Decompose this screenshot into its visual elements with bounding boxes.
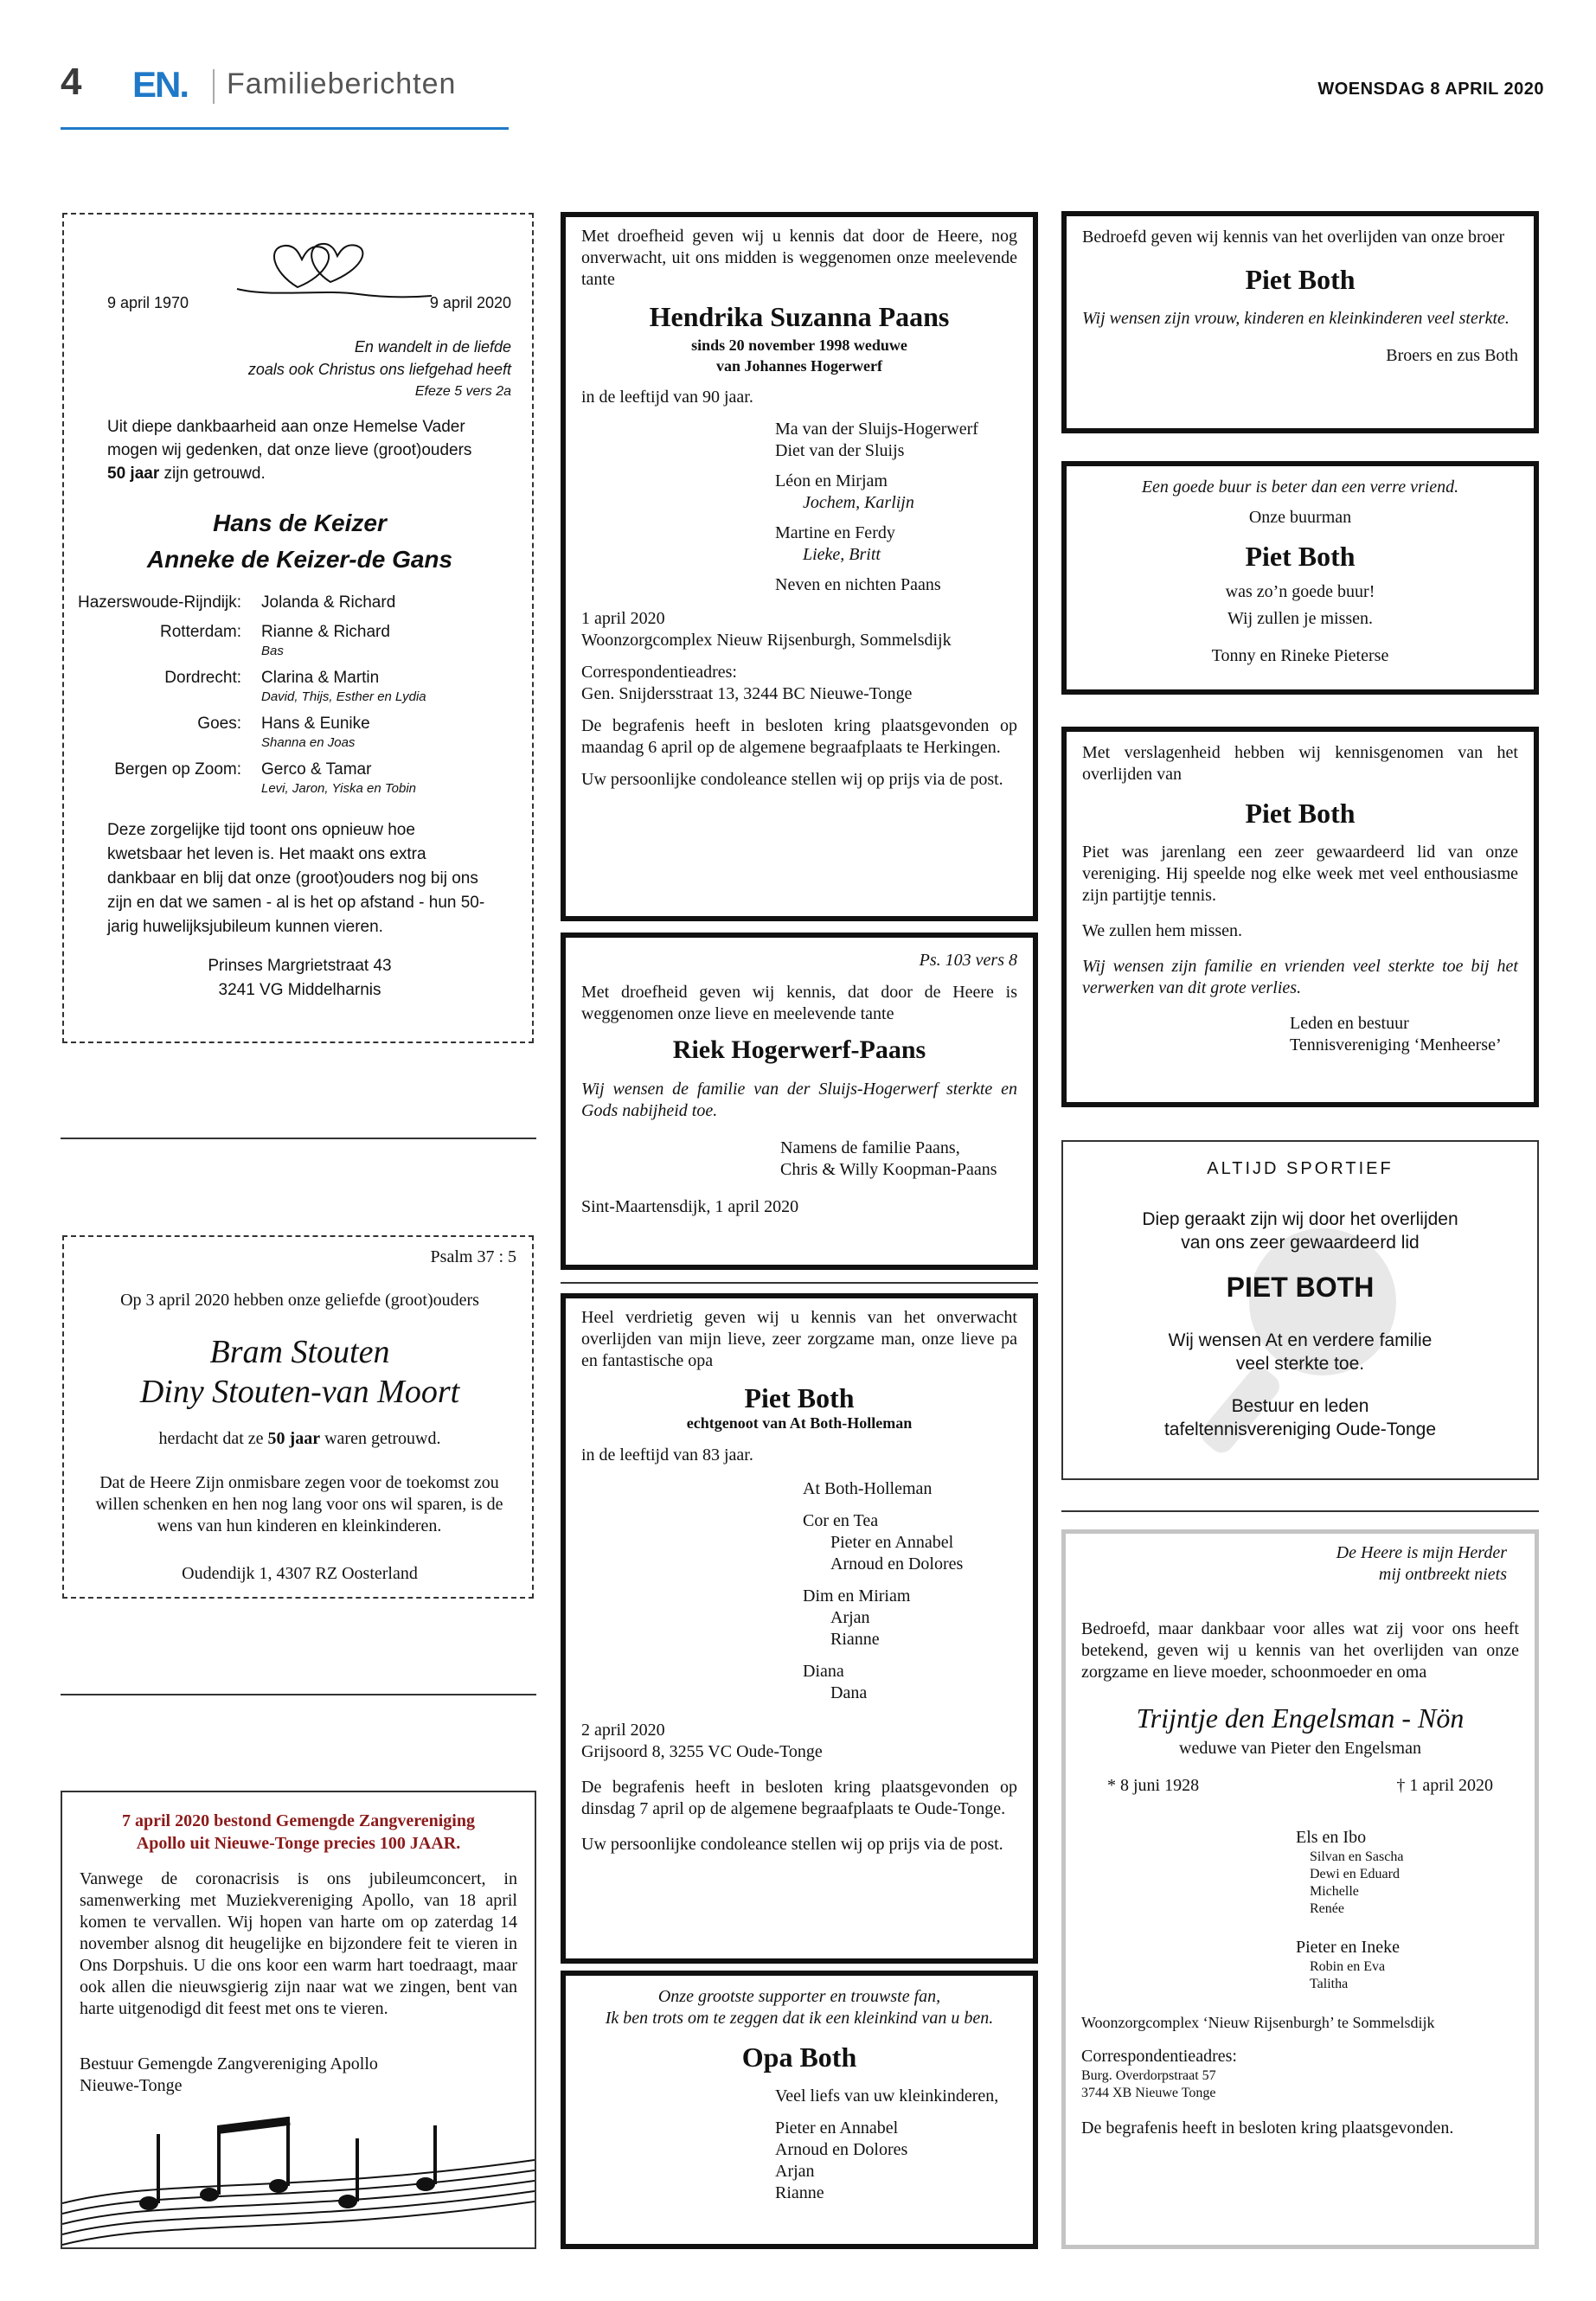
verse-reference: Efeze 5 vers 2a xyxy=(414,384,511,399)
wife-name: Diny Stouten-van Moort xyxy=(139,1374,460,1410)
birth-date: * 8 juni 1928 xyxy=(1107,1776,1200,1795)
wish-text: Wij wensen zijn familie en vrienden veel sterkte toe bij het verwerken van dit grote verlies. xyxy=(1082,957,1518,997)
family-list xyxy=(581,1478,1017,1704)
family-names: Els en Ibo xyxy=(1296,1828,1367,1847)
hearts-icon xyxy=(220,237,436,306)
newspaper-logo: EN. xyxy=(132,64,189,105)
wedding-date-right: 9 april 2020 xyxy=(429,294,511,311)
family-member xyxy=(803,1661,1017,1704)
neighbour-notice xyxy=(1061,461,1539,695)
family-member xyxy=(803,1510,1017,1575)
deceased-name: Trijntje den Engelsman - Nön xyxy=(1136,1702,1465,1734)
deceased-name: Piet Both xyxy=(744,1382,855,1413)
family-row xyxy=(81,715,514,760)
line-a: herdacht dat ze xyxy=(158,1429,264,1448)
family-place: Goes: xyxy=(197,715,241,733)
signature: Tonny en Rineke Pieterse xyxy=(1211,646,1389,665)
verse-line-1: En wandelt in de liefde xyxy=(354,338,511,356)
place-date: Sint-Maartensdijk, 1 april 2020 xyxy=(581,1197,799,1216)
wife-name: Anneke de Keizer-de Gans xyxy=(146,546,453,573)
miss-line: We zullen hem missen. xyxy=(1082,921,1243,940)
family-kid: Silvan en Sascha xyxy=(1310,1849,1404,1864)
family-names: Hans & Eunike xyxy=(261,715,370,733)
family-row xyxy=(81,623,514,669)
death-date: 1 april 2020 xyxy=(581,609,665,628)
signature-2: Tennisvereniging ‘Menheerse’ xyxy=(1290,1035,1502,1054)
both-obituary xyxy=(561,1293,1038,1964)
family-names: Neven en nichten Paans xyxy=(775,575,941,594)
family-names: Gerco & Tamar xyxy=(261,760,372,779)
signature: Broers en zus Both xyxy=(1386,346,1518,365)
family-list xyxy=(77,593,514,806)
wish-text: Wij wensen de familie van der Sluijs-Hogerwerf sterkte en Gods nabijheid toe. xyxy=(581,1080,1017,1120)
engelsman-obituary xyxy=(1061,1529,1539,2249)
header-divider xyxy=(213,69,215,104)
wish-text: Dat de Heere Zijn onmisbare zegen voor de toekomst zou willen schenken en hen nog lang voor ons wil sparen, is de wens van hun kinderen en kleinkinderen. xyxy=(95,1473,503,1535)
family-member xyxy=(775,419,1017,440)
apollo-body: Vanwege de coronacrisis is ons jubileumconcert, in samenwerking met Muziekvereniging Apollo, van 18 april komen te vervallen. Wij hopen van harte om op zaterdag 14 november alsnog dit heugelijke en bijzondere feit te vieren in Ons Dorpshuis. U die ons koor een warm hart toedraagt, maar ook allen die nieuwsgierig zijn naar wat we zingen, bent van harte uitgenodigd dit feest met ons te vieren. xyxy=(80,1869,517,2018)
intro xyxy=(1063,1208,1537,1254)
spouse-line: echtgenoot van At Both-Holleman xyxy=(686,1414,913,1432)
tribute-line-2: Ik ben trots om te zeggen dat ik een kleinkind van u ben. xyxy=(605,2009,994,2028)
intro-text: Met droefheid geven wij u kennis dat door de Heere, nog onverwacht, uit ons midden is weggenomen onze meelevende tante xyxy=(581,227,1017,289)
section-title: Familieberichten xyxy=(227,67,457,100)
family-list xyxy=(581,419,1017,596)
grandchild-name: Arjan xyxy=(775,2162,815,2181)
family-list xyxy=(1296,1827,1519,1993)
couple-names xyxy=(64,1332,535,1412)
intro-text: Op 3 april 2020 hebben onze geliefde (groot)ouders xyxy=(120,1291,479,1310)
apollo-signature xyxy=(80,2054,378,2097)
intro-body: Uit diepe dankbaarheid aan onze Hemelse Vader mogen wij gedenken, dat onze lieve (groot)ouders xyxy=(107,418,472,459)
verse-line-2: zoals ook Christus ons liefgehad heeft xyxy=(247,361,511,378)
death-place: Woonzorgcomplex ‘Nieuw Rijsenburgh’ te Sommelsdijk xyxy=(1081,2014,1435,2031)
intro-text: Heel verdrietig geven wij u kennis van het onverwacht overlijden van mijn lieve, zeer zorgzame man, onze lieve pa en fantastische opa xyxy=(581,1308,1017,1370)
funeral-text: De begrafenis heeft in besloten kring plaatsgevonden op maandag 6 april op de algemene begraafplaats te Herkingen. xyxy=(581,716,1017,757)
age-line: in de leeftijd van 90 jaar. xyxy=(581,388,753,407)
column-divider xyxy=(61,1694,536,1695)
grandchild-name: Arnoud en Dolores xyxy=(775,2140,908,2159)
family-names: At Both-Holleman xyxy=(803,1479,933,1498)
family-row xyxy=(81,669,514,715)
signature-1: Bestuur en leden xyxy=(1231,1396,1369,1416)
family-member xyxy=(803,1586,1017,1650)
condolence-text: Uw persoonlijke condoleance stellen wij op prijs via de post. xyxy=(581,1835,1003,1854)
wedding-date-left: 9 april 1970 xyxy=(107,294,189,311)
signature xyxy=(1063,1394,1537,1441)
intro-end: zijn getrouwd. xyxy=(163,465,266,483)
family-kids: Shanna en Joas xyxy=(261,735,356,750)
closing-text: Deze zorgelijke tijd toont ons opnieuw hoe kwetsbaar het leven is. Het maakt ons extra dankbaar en blij dat onze (groot)ouders nog bij ons zijn en dat we samen - al is het op afstand - hun 50-jarig huwelijksjubileum kunnen vieren. xyxy=(107,821,485,936)
grandchild-name: Rianne xyxy=(775,2183,824,2202)
wish-text: Wij wensen zijn vrouw, kinderen en kleinkinderen veel sterkte. xyxy=(1082,309,1509,328)
life-dates xyxy=(1081,1775,1519,1801)
death-date: † 1 april 2020 xyxy=(1396,1776,1493,1795)
family-place: Dordrecht: xyxy=(164,669,241,687)
quote: Een goede buur is beter dan een verre vriend. xyxy=(1141,478,1459,497)
signature-2: Chris & Willy Koopman-Paans xyxy=(780,1160,997,1179)
address-street: Prinses Margrietstraat 43 xyxy=(208,957,392,975)
family-kids: Levi, Jaron, Yiska en Tobin xyxy=(261,781,417,796)
header-rule xyxy=(61,127,509,130)
family-kids: Lieke, Britt xyxy=(803,545,881,564)
wish-1: Wij wensen At en verdere familie xyxy=(1168,1330,1433,1350)
family-kids: Bas xyxy=(261,644,284,658)
family-member xyxy=(775,574,1017,596)
signature-1: Leden en bestuur xyxy=(1290,1014,1409,1033)
family-names: Clarina & Martin xyxy=(261,669,380,687)
family-names: Rianne & Richard xyxy=(261,623,390,641)
column-divider xyxy=(61,1138,536,1139)
correspondence-label: Correspondentieadres: xyxy=(1081,2047,1237,2066)
family-place: Rotterdam: xyxy=(160,623,241,641)
family-member xyxy=(803,1478,1017,1500)
family-place: Bergen op Zoom: xyxy=(114,760,241,779)
family-member xyxy=(775,440,1017,462)
greeting: Veel liefs van uw kleinkinderen, xyxy=(775,2086,999,2106)
family-place: Hazerswoude-Rijndijk: xyxy=(77,593,241,612)
intro-text: Bedroefd geven wij kennis van het overlijden van onze broer xyxy=(1082,228,1505,247)
family-member xyxy=(775,471,1017,514)
intro-2: van ons zeer gewaardeerd lid xyxy=(1181,1233,1420,1253)
family-kids: Jochem, Karlijn xyxy=(803,493,914,512)
widow-line-1: sinds 20 november 1998 weduwe xyxy=(691,336,907,354)
line-1: was zo’n goede buur! xyxy=(1225,582,1375,601)
family-names: Cor en Tea xyxy=(803,1511,879,1530)
correspondence-address: Gen. Snijdersstraat 13, 3244 BC Nieuwe-Tonge xyxy=(581,684,913,703)
anniversary-line xyxy=(64,1429,535,1449)
family-kid: Robin en Eva xyxy=(1310,1959,1386,1974)
widow-line xyxy=(581,335,1017,376)
family-names: Pieter en Ineke xyxy=(1296,1938,1400,1957)
years-married: 50 jaar xyxy=(107,465,160,483)
title: ALTIJD SPORTIEF xyxy=(1207,1159,1394,1178)
family-kid: Pieter en Annabel xyxy=(830,1533,954,1552)
intro-text: Met droefheid geven wij kennis, dat door de Heere is weggenomen onze lieve en meelevende tante xyxy=(581,983,1017,1023)
intro-text xyxy=(107,415,488,485)
brother-notice xyxy=(1061,211,1539,433)
family-member xyxy=(775,522,1017,566)
signature xyxy=(780,1138,1017,1181)
deceased-name: Opa Both xyxy=(741,2041,857,2073)
body-text: Piet was jarenlang een zeer gewaardeerd lid van onze vereniging. Hij speelde nog elke week met veel enthousiasme zijn partijtje tennis. xyxy=(1082,843,1518,905)
page-number: 4 xyxy=(61,61,82,103)
deceased-name: PIET BOTH xyxy=(1226,1272,1375,1303)
funeral-text: De begrafenis heeft in besloten kring plaatsgevonden. xyxy=(1081,2118,1454,2138)
family-kid: Talitha xyxy=(1310,1977,1349,1991)
grandchildren-names xyxy=(775,2118,1017,2204)
family-kid: Dana xyxy=(830,1683,868,1702)
family-kid: Rianne xyxy=(830,1630,880,1649)
apollo-title-1: 7 april 2020 bestond Gemengde Zangvereniging xyxy=(122,1811,475,1830)
family-kid: Dewi en Eduard xyxy=(1310,1867,1400,1881)
table-tennis-notice xyxy=(1061,1140,1539,1480)
family-names: Diet van der Sluijs xyxy=(775,441,905,460)
paans-obituary xyxy=(561,212,1038,921)
family-names: Léon en Mirjam xyxy=(775,471,888,490)
family-member xyxy=(1296,1827,1519,1918)
family-kid: Arnoud en Dolores xyxy=(830,1554,964,1574)
deceased-name: Piet Both xyxy=(1245,541,1356,572)
funeral-text: De begrafenis heeft in besloten kring plaatsgevonden op dinsdag 7 april op de algemene begraafplaats te Oude-Tonge. xyxy=(581,1778,1017,1818)
family-names: Ma van der Sluijs-Hogerwerf xyxy=(775,420,978,439)
deceased-name: Riek Hogerwerf-Paans xyxy=(672,1035,926,1064)
grandchild-name: Pieter en Annabel xyxy=(775,2118,899,2138)
intro-text: Met verslagenheid hebben wij kennisgenomen van het overlijden van xyxy=(1082,743,1518,784)
address: Oudendijk 1, 4307 RZ Oosterland xyxy=(182,1564,418,1583)
deceased-name: Piet Both xyxy=(1245,798,1356,829)
wish xyxy=(1063,1329,1537,1375)
husband-name: Hans de Keizer xyxy=(213,510,387,536)
signature-1: Namens de familie Paans, xyxy=(780,1138,960,1157)
grandchildren-list xyxy=(775,2086,1017,2204)
family-kids: David, Thijs, Esther en Lydia xyxy=(261,689,426,704)
line-b: waren getrouwd. xyxy=(324,1429,441,1448)
family-member xyxy=(1296,1937,1519,1993)
intro-text: Bedroefd, maar dankbaar voor alles wat zij voor ons heeft betekend, geven wij u kennis van het overlijden van onze zorgzame en lieve moeder, schoonmoeder en oma xyxy=(1081,1619,1519,1682)
psalm-reference: Ps. 103 vers 8 xyxy=(919,951,1017,970)
riek-obituary xyxy=(561,933,1038,1270)
column-divider xyxy=(1061,1510,1539,1512)
correspondence-address xyxy=(1081,2067,1519,2102)
bible-verse xyxy=(1081,1542,1507,1586)
verse-2: mij ontbreekt niets xyxy=(1378,1565,1507,1584)
keizer-jubilee-ad xyxy=(62,213,534,1043)
couple-names xyxy=(64,505,535,578)
death-place: Woonzorgcomplex Nieuw Rijsenburgh, Sommelsdijk xyxy=(581,631,952,650)
address-city: 3241 VG Middelharnis xyxy=(218,981,381,999)
deceased-name: Piet Both xyxy=(1245,264,1356,295)
apollo-choir-ad xyxy=(61,1791,536,2249)
home-address: Grijsoord 8, 3255 VC Oude-Tonge xyxy=(581,1742,823,1761)
tribute-line-1: Onze grootste supporter en trouwste fan, xyxy=(657,1987,941,2006)
label: Onze buurman xyxy=(1248,508,1352,527)
death-date: 2 april 2020 xyxy=(581,1721,665,1740)
widow-line: weduwe van Pieter den Engelsman xyxy=(1179,1739,1421,1758)
signature-2: tafeltennisvereniging Oude-Tonge xyxy=(1163,1420,1437,1439)
family-row xyxy=(81,760,514,806)
family-kid: Michelle xyxy=(1310,1884,1359,1899)
correspondence-street: Burg. Overdorpstraat 57 xyxy=(1081,2068,1216,2083)
apollo-title xyxy=(62,1810,535,1855)
family-names: Dim en Miriam xyxy=(803,1586,911,1606)
family-kid: Arjan xyxy=(830,1608,870,1627)
intro-1: Diep geraakt zijn wij door het overlijden xyxy=(1142,1209,1458,1229)
wish-2: veel sterkte toe. xyxy=(1235,1354,1365,1374)
deceased-name: Hendrika Suzanna Paans xyxy=(649,301,950,332)
apollo-sign-2: Nieuwe-Tonge xyxy=(80,2076,183,2095)
verse-1: De Heere is mijn Herder xyxy=(1336,1543,1507,1562)
correspondence-city: 3744 XB Nieuwe Tonge xyxy=(1081,2086,1216,2100)
psalm-reference: Psalm 37 : 5 xyxy=(430,1247,516,1266)
apollo-sign-1: Bestuur Gemengde Zangvereniging Apollo xyxy=(80,2054,378,2073)
family-names: Jolanda & Richard xyxy=(261,593,396,612)
grandchildren-notice xyxy=(561,1971,1038,2249)
years-married: 50 jaar xyxy=(267,1429,321,1448)
condolence-text: Uw persoonlijke condoleance stellen wij op prijs via de post. xyxy=(581,770,1003,789)
column-divider xyxy=(561,1282,1038,1284)
tennis-club-notice xyxy=(1061,727,1539,1107)
bible-verse xyxy=(248,336,511,403)
signature xyxy=(1290,1013,1518,1056)
family-names: Diana xyxy=(803,1662,844,1681)
family-row xyxy=(77,593,514,623)
address xyxy=(64,954,535,1003)
family-kid: Renée xyxy=(1310,1901,1344,1916)
age-line: in de leeftijd van 83 jaar. xyxy=(581,1445,753,1465)
apollo-title-2: Apollo uit Nieuwe-Tonge precies 100 JAAR. xyxy=(136,1834,461,1853)
family-names: Martine en Ferdy xyxy=(775,523,895,542)
issue-date: WOENSDAG 8 APRIL 2020 xyxy=(1317,80,1544,99)
correspondence-label: Correspondentieadres: xyxy=(581,663,737,682)
line-2: Wij zullen je missen. xyxy=(1227,609,1374,628)
music-notes-icon xyxy=(62,2099,535,2249)
husband-name: Bram Stouten xyxy=(209,1334,390,1370)
tribute-lines xyxy=(581,1986,1017,2029)
stouten-jubilee-ad xyxy=(62,1235,534,1599)
widow-line-2: van Johannes Hogerwerf xyxy=(716,357,882,375)
